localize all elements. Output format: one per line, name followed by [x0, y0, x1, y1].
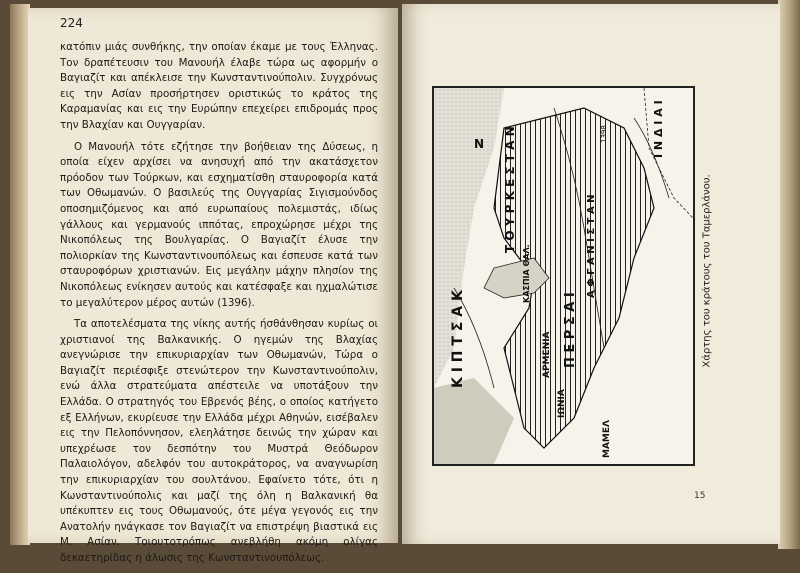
- label-north: N: [474, 137, 485, 151]
- body-text: [60, 40, 378, 573]
- label-kipchak: Κ Ι Π Τ Σ Α Κ: [450, 290, 466, 388]
- label-caspian: ΚΑΣΠΙΑ ΘΑΛ.: [522, 244, 531, 303]
- label-afghanistan: Α Φ Γ Α Ν Ι Σ Τ Α Ν: [586, 194, 597, 298]
- label-mameluk: ΜΑΜΕΛ: [602, 420, 612, 458]
- label-persia: Π Ε Ρ Σ Α Ι: [563, 292, 578, 368]
- map-caption-text: Χάρτης του κράτους του Ταμερλάνου.: [701, 174, 713, 368]
- label-year: 1398: [600, 125, 608, 143]
- label-india: Ι Ν Δ Ι Α Ι: [652, 100, 665, 158]
- page-number: 224: [60, 16, 83, 30]
- left-page-edges: [10, 4, 30, 545]
- map-sea-south: [434, 378, 514, 464]
- label-armenia: ΑΡΜΕΝΙΑ: [542, 331, 552, 378]
- paragraph-1: κατόπιν μιάς συνθήκης, την οποίαν έκαμε με τους Έλληνας. Τον δραπέτευσιν του Μανουήλ έλαβε τώρα ως αφορμήν ο Βαγιαζίτ και απέκλεισε την Κωνσταντινούπολιν. Συγχρόνως εις την Ασίαν προσήρτησεν οριστικώς το κράτος της Καραμανίας και εις την Ευρώπην επεχείρει επιδρομάς προς την Βλαχίαν και Ουγγαρίαν.: [60, 41, 378, 131]
- map-svg: [434, 88, 693, 464]
- map-land-west: [434, 88, 504, 388]
- paragraph-3: Τα αποτελέσματα της νίκης αυτής ήσθάνθησαν κυρίως οι χριστιανοί της Βαλκανικής. Ο ηγεμών της Βλαχίας ανεγνώρισε την επικυριαρχίαν των Οθωμανών, Τώρα ο Βαγιαζίτ περιέσφιξε στενώτερον την Κωνσταντινούπολιν, ενώ άλλα στρατεύματα απέστειλε να υποτάξουν την Ελλάδα. Ο στρατηγός του Εβρενός βέης, ο οποίος κατήγετο εξ Ελλήνων, εκυρίευσε την Ελλάδα μέχρι Αθηνών, εισέβαλεν εις την Πελοπόννησον, ελεηλάτησε δεινώς την χώραν και υπεχρέωσε τον δεσπότην του Μυστρά Θεόδωρον Παλαιολόγον, αδελφόν του αυτοκράτορος, να αναγνωρίση την επικυριαρχίαν του σουλτάνου. Εφαίνετο τότε, ότι η Κωνσταντινούπολις και μαζί της όλη η Βαλκανική θα υπέκυπτεν εις τους Οθωμανούς, ότε μέγα γεγονός εις την Ανατολήν ηνάγκασε τον Βαγιαζίτ να επιστρέψη βιαστικά εις Μ. Ασίαν. Τοιουτοτρόπως ανεβλήθη ακόμη ολίγας δεκαετηρίδας η άλωσις της Κωνσταντινουπόλεως.: [60, 318, 378, 564]
- label-ionia: ΙΩΝΙΑ: [557, 389, 567, 418]
- map-caption: [701, 174, 715, 368]
- right-page-edges: [778, 0, 800, 549]
- folio-number: 15: [694, 491, 706, 501]
- tamerlane-empire-map: [432, 86, 695, 466]
- label-turkestan: Τ Ο Υ Ρ Κ Ε Σ Τ Α Ν: [503, 126, 517, 253]
- paragraph-2: Ο Μανουήλ τότε εζήτησε την βοήθειαν της Δύσεως, η οποία είχεν αρχίσει να ανησυχή από την ακατάσχετον πρόοδον των Τούρκων, και εσχηματίσθη σταυροφορία κατά των Οθωμανών. Ο βασιλεύς της Ουγγαρίας Σιγισμούνδος οποσημιζόμενος και από ευρωπαίους πολεμιστάς, ιδίως γάλλους και γερμανούς ιππότας, επροχώρησε μέχρι της Νικοπόλεως της Βουλγαρίας. Ο Βαγιαζίτ έλυσε την πολιορκίαν της Κωνσταντινουπόλεως και έσπευσε κατά των σταυροφόρων χριστιανών. Εις μεγάλην μάχην πλησίον της Νικοπόλεως ενίκησεν αυτούς και κατέσφαξε και ηχμαλώτισε το μεγαλύτερον μέρος αυτών (1396).: [60, 140, 378, 309]
